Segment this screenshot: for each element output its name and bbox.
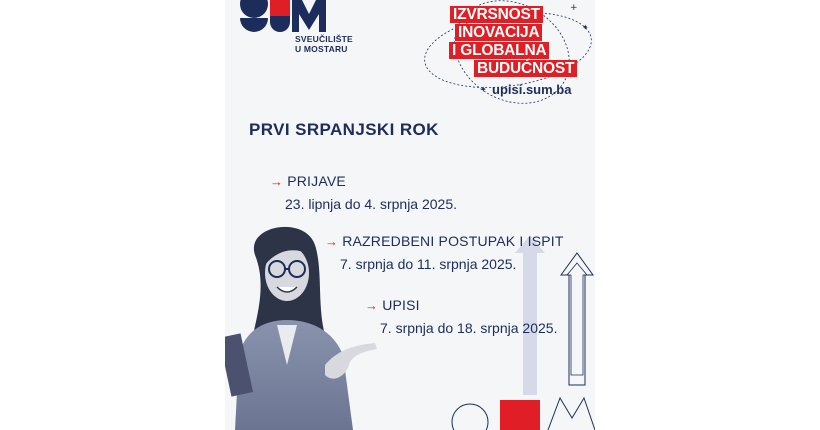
slogan-block bbox=[420, 0, 595, 110]
item-label: RAZREDBENI POSTUPAK I ISPIT bbox=[342, 233, 564, 249]
schedule-item-prijave bbox=[270, 172, 457, 213]
slogan-url: upisi.sum.ba bbox=[492, 82, 572, 97]
slogan-line-2: INOVACIJA bbox=[455, 24, 542, 41]
svg-text:✦: ✦ bbox=[480, 85, 487, 94]
bottom-sum-shapes-icon bbox=[450, 390, 595, 430]
arrow-right-icon: → bbox=[325, 234, 339, 249]
item-label: PRIJAVE bbox=[287, 173, 346, 189]
page-title: PRVI SRPANJSKI ROK bbox=[249, 120, 439, 139]
arrow-right-icon: → bbox=[365, 298, 379, 313]
logo-wordmark bbox=[295, 34, 353, 54]
item-dates: 7. srpnja do 11. srpnja 2025. bbox=[340, 256, 517, 272]
logo-line-1: SVEUČILIŠTE bbox=[295, 34, 353, 44]
poster bbox=[225, 0, 595, 430]
slogan-line-1: IZVRSNOST bbox=[450, 6, 543, 23]
schedule-item-upisi bbox=[365, 296, 557, 337]
arrow-right-icon: → bbox=[270, 174, 284, 189]
item-dates: 23. lipnja do 4. srpnja 2025. bbox=[285, 196, 458, 212]
sum-logo bbox=[239, 0, 353, 60]
svg-text:+: + bbox=[570, 3, 578, 13]
slogan-line-3: I GLOBALNA bbox=[449, 42, 549, 59]
item-label: UPISI bbox=[382, 297, 420, 313]
logo-line-2: U MOSTARU bbox=[295, 44, 348, 54]
item-dates: 7. srpnja do 18. srpnja 2025. bbox=[380, 320, 558, 336]
svg-text:✦: ✦ bbox=[582, 23, 589, 32]
slogan-line-4: BUDUĆNOST bbox=[474, 60, 577, 77]
student-photo bbox=[225, 225, 385, 430]
